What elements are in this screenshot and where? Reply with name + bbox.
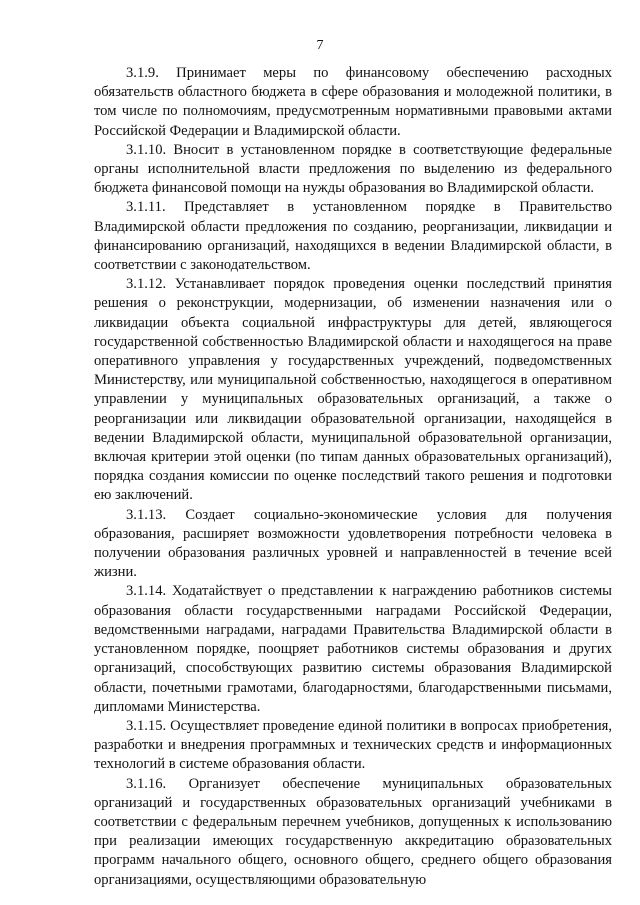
paragraph-3-1-15: 3.1.15. Осуществляет проведение единой политики в вопросах приобретения, разработки и внедрения программных и технических средств и информационных технологий в системе образования области.	[94, 717, 612, 773]
document-body	[94, 64, 612, 890]
page-number: 7	[316, 38, 324, 53]
paragraph-3-1-9: 3.1.9. Принимает меры по финансовому обеспечению расходных обязательств областного бюджета в сфере образования и молодежной политики, в том числе по полномочиям, предусмотренным нормативными правовыми актами Российской Федерации и Владимирской области.	[94, 65, 612, 139]
paragraph-3-1-13: 3.1.13. Создает социально-экономические условия для получения образования, расширяет возможности удовлетворения потребности человека в получении образования различных уровней и направленностей в течение всей жизни.	[94, 506, 612, 581]
paragraph-3-1-12: 3.1.12. Устанавливает порядок проведения оценки последствий принятия решения о реконструкции, модернизации, об изменении назначения или о ликвидации объекта социальной инфраструктуры для детей, являющегося государственной собственностью Владимирской области и находящегося на праве оперативного управления у государственных учреждений, подведомственных Министерству, или муниципальной собственностью, находящегося в оперативном управлении у муниципальных образовательных организаций, а также о реорганизации или ликвидации образовательной организации, находящейся в ведении Владимирской области, муниципальной образовательной организации, включая критерии этой оценки (по типам данных образовательных организаций), порядка создания комиссии по оценке последствий такого решения и подготовки ею заключений.	[94, 276, 612, 504]
paragraph-3-1-10: 3.1.10. Вносит в установленном порядке в соответствующие федеральные органы исполнительной власти предложения по выделению из федерального бюджета финансовой помощи на нужды образования во Владимирской области.	[94, 141, 612, 197]
paragraph-3-1-16: 3.1.16. Организует обеспечение муниципальных образовательных организаций и государственных образовательных организаций учебниками в соответствии с федеральным перечнем учебников, допущенных к использованию при реализации имеющих государственную аккредитацию образовательных программ начального общего, основного общего, среднего общего образования организациями, осуществляющими образовательную	[94, 775, 612, 888]
paragraph-3-1-11: 3.1.11. Представляет в установленном порядке в Правительство Владимирской области предложения по созданию, реорганизации, ликвидации и финансированию организаций, находящихся в ведении Владимирской области, в соответствии с законодательством.	[94, 199, 612, 274]
paragraph-3-1-14: 3.1.14. Ходатайствует о представлении к награждению работников системы образования области государственными наградами Российской Федерации, ведомственными наградами, наградами Правительства Владимирской области в установленном порядке, поощряет работников системы образования и других организаций, способствующих развитию системы образования Владимирской области, почетными грамотами, благодарностями, благодарственными письмами, дипломами Министерства.	[94, 583, 612, 715]
